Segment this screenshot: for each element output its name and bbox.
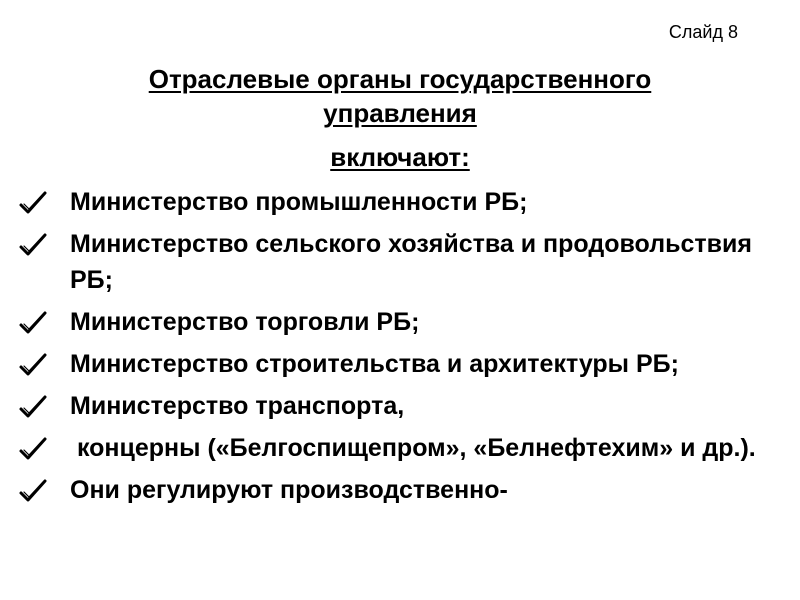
bullet-item: [0, 226, 800, 298]
bullet-text: Министерство строительства и архитектуры РБ;: [70, 350, 679, 378]
checkmark-icon: [18, 352, 48, 378]
slide-title: [0, 62, 800, 174]
title-line-3: [0, 140, 800, 174]
bullet-item: [0, 184, 800, 220]
title-text-2: управления: [323, 98, 477, 128]
bullet-list: [0, 184, 800, 514]
checkmark-icon: [18, 232, 48, 258]
bullet-text: Министерство транспорта,: [70, 392, 405, 420]
title-line-2: [0, 96, 800, 130]
bullet-item: [0, 472, 800, 508]
bullet-item: [0, 388, 800, 424]
bullet-text: концерны («Белгоспищепром», «Белнефтехим» и др.).: [70, 434, 756, 462]
bullet-item: [0, 430, 800, 466]
title-text-1: Отраслевые органы государственного: [148, 64, 652, 94]
slide-number: Слайд 8: [668, 22, 738, 42]
checkmark-icon: [18, 190, 48, 216]
checkmark-icon: [18, 436, 48, 462]
bullet-text: Министерство сельского хозяйства и продовольствия РБ;: [70, 230, 752, 294]
bullet-item: [0, 346, 800, 382]
title-line-1: [0, 62, 800, 96]
bullet-item: [0, 304, 800, 340]
checkmark-icon: [18, 478, 48, 504]
bullet-text: Министерство промышленности РБ;: [70, 188, 528, 216]
checkmark-icon: [18, 310, 48, 336]
checkmark-icon: [18, 394, 48, 420]
bullet-text: Министерство торговли РБ;: [70, 308, 420, 336]
title-text-3: включают:: [330, 142, 470, 172]
bullet-text: Они регулируют производственно-: [70, 476, 508, 504]
